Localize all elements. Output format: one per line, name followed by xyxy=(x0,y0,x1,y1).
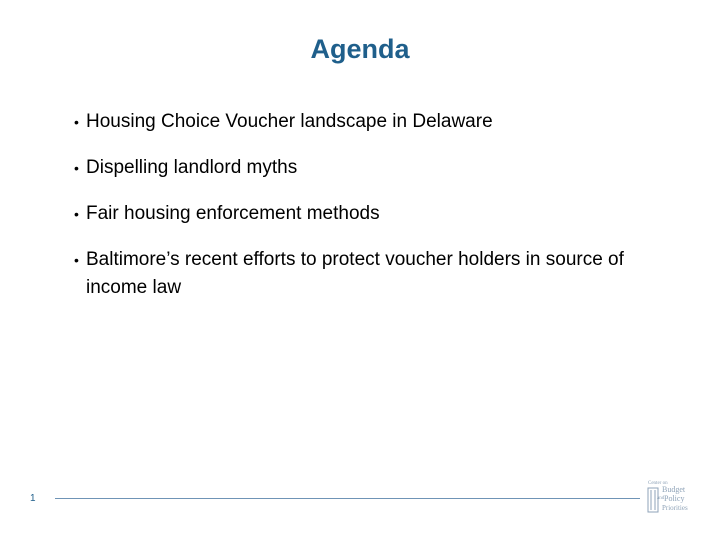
logo-line-5: Priorities xyxy=(662,504,688,512)
cbpp-logo xyxy=(644,478,692,516)
agenda-item-text: Dispelling landlord myths xyxy=(86,157,298,178)
logo-line-3: and xyxy=(657,496,665,501)
agenda-item xyxy=(72,154,632,182)
agenda-item-text: Baltimore’s recent efforts to protect voucher holders in source of income law xyxy=(86,249,624,298)
agenda-item xyxy=(72,200,632,228)
slide-title: Agenda xyxy=(310,34,410,64)
logo-line-4: Policy xyxy=(664,494,685,503)
bullet-icon: • xyxy=(74,252,79,268)
agenda-item xyxy=(72,108,632,136)
logo-line-1: Center on xyxy=(648,481,668,486)
agenda-list xyxy=(72,108,632,320)
bullet-icon: • xyxy=(74,206,79,222)
bullet-icon: • xyxy=(74,114,79,130)
agenda-item-text: Housing Choice Voucher landscape in Delaware xyxy=(86,111,493,132)
page-number: 1 xyxy=(30,493,36,504)
logo-line-2: Budget xyxy=(662,485,686,494)
agenda-item xyxy=(72,246,632,302)
agenda-item-text: Fair housing enforcement methods xyxy=(86,203,380,224)
footer-divider xyxy=(55,498,640,499)
bullet-icon: • xyxy=(74,160,79,176)
